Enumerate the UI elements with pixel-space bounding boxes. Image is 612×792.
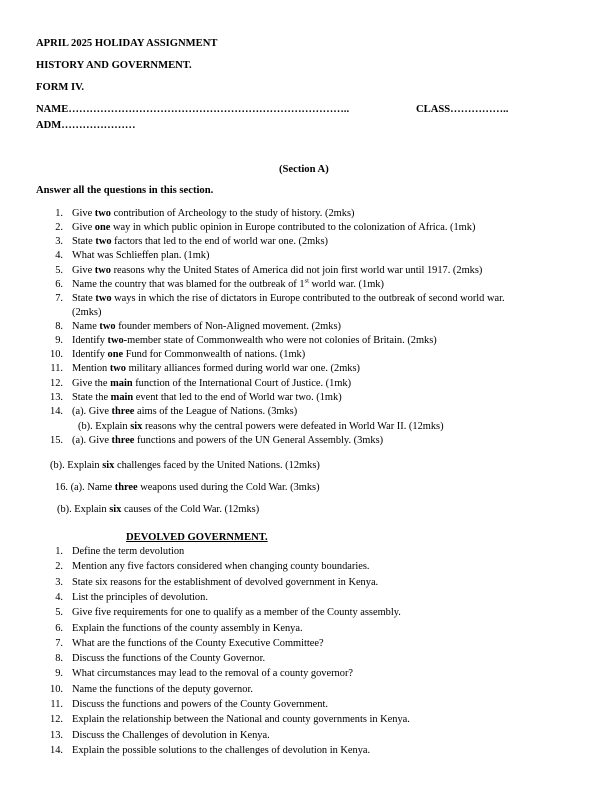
question-item [0, 207, 612, 221]
question-text: Give two reasons why the United States of America did not join first world war until 1917. (2mks) [72, 265, 483, 276]
question-number: 8. [55, 653, 63, 664]
question-text: State two ways in which the rise of dictators in Europe contributed to the outbreak of second world war. [72, 293, 505, 304]
question-number: 3. [55, 236, 63, 247]
question-text: State six reasons for the establishment of devolved government in Kenya. [72, 577, 379, 588]
question-number: 4. [55, 250, 63, 261]
question-number: 4. [55, 592, 63, 603]
question-number: 5. [55, 607, 63, 618]
question-text: What was Schlieffen plan. (1mk) [72, 250, 210, 261]
question-15b: (b). Explain six challenges faced by the United Nations. (12mks) [50, 460, 320, 471]
question-number: 2. [55, 561, 63, 572]
question-item [0, 622, 612, 636]
question-text: Name the country that was blamed for the outbreak of 1st world war. (1mk) [72, 277, 384, 290]
question-item [0, 362, 612, 376]
question-text: Give five requirements for one to qualify as a member of the County assembly. [72, 607, 401, 618]
question-number: 13. [50, 392, 63, 403]
question-text: Mention two military alliances formed during world war one. (2mks) [72, 363, 360, 374]
question-number: 13. [50, 730, 63, 741]
question-text: Name two founder members of Non-Aligned movement. (2mks) [72, 321, 341, 332]
question-item [0, 652, 612, 666]
question-text: (a). Give three functions and powers of the UN General Assembly. (3mks) [72, 435, 384, 446]
question-number: 9. [55, 335, 63, 346]
question-text: State two factors that led to the end of world war one. (2mks) [72, 236, 328, 247]
question-number: 15. [50, 435, 63, 446]
question-item [0, 320, 612, 334]
question-item [0, 713, 612, 727]
question-number: 12. [50, 714, 63, 725]
question-item [0, 606, 612, 620]
question-item [0, 576, 612, 590]
class-field: CLASS…………….. [416, 104, 509, 115]
question-item [0, 545, 612, 559]
subject-title: HISTORY AND GOVERNMENT. [36, 60, 192, 71]
question-number: 9. [55, 668, 63, 679]
question-item [0, 391, 612, 405]
question-text: Give two contribution of Archeology to the study of history. (2mks) [72, 208, 355, 219]
question-text: Discuss the functions of the County Governor. [72, 653, 266, 664]
question-text: What circumstances may lead to the removal of a county governor? [72, 668, 354, 679]
question-text-continued: (2mks) [72, 307, 102, 318]
question-number: 6. [55, 623, 63, 634]
question-number: 3. [55, 577, 63, 588]
question-text: Discuss the functions and powers of the County Government. [72, 699, 328, 710]
section-a-instruction: Answer all the questions in this section. [36, 185, 214, 196]
question-item [0, 591, 612, 605]
question-item [0, 405, 612, 419]
question-item [0, 729, 612, 743]
question-text: Explain the relationship between the National and county governments in Kenya. [72, 714, 410, 725]
question-text: What are the functions of the County Executive Committee? [72, 638, 324, 649]
question-item [0, 420, 612, 434]
question-item [0, 221, 612, 235]
question-number: 6. [55, 279, 63, 290]
question-number: 11. [50, 363, 63, 374]
question-number: 2. [55, 222, 63, 233]
question-text: Define the term devolution [72, 546, 185, 557]
question-number: 5. [55, 265, 63, 276]
question-item [0, 744, 612, 758]
question-item [0, 377, 612, 391]
question-text: Explain the functions of the county assembly in Kenya. [72, 623, 303, 634]
question-number: 14. [50, 745, 63, 756]
section-a-heading: (Section A) [279, 164, 329, 175]
question-text: Explain the possible solutions to the challenges of devolution in Kenya. [72, 745, 371, 756]
question-text: Mention any five factors considered when changing county boundaries. [72, 561, 370, 572]
question-number: 7. [55, 638, 63, 649]
question-number: 12. [50, 378, 63, 389]
question-text: Give one way in which public opinion in Europe contributed to the colonization of Africa. (1mk) [72, 222, 476, 233]
question-16a: 16. (a). Name three weapons used during the Cold War. (3mks) [55, 482, 320, 493]
question-number: 14. [50, 406, 63, 417]
question-item [0, 434, 612, 448]
question-item [0, 348, 612, 362]
question-number: 8. [55, 321, 63, 332]
devolved-government-heading: DEVOLVED GOVERNMENT. [126, 532, 268, 543]
question-item [0, 264, 612, 278]
question-text: State the main event that led to the end of World war two. (1mk) [72, 392, 342, 403]
question-item [0, 249, 612, 263]
question-text: Identify two-member state of Commonwealth who were not colonies of Britain. (2mks) [72, 335, 437, 346]
question-text: Name the functions of the deputy governor. [72, 684, 253, 695]
question-text: Identify one Fund for Commonwealth of nations. (1mk) [72, 349, 306, 360]
adm-field: ADM………………… [36, 120, 136, 131]
form-label: FORM IV. [36, 82, 85, 93]
question-item [0, 667, 612, 681]
question-text: Discuss the Challenges of devolution in Kenya. [72, 730, 270, 741]
question-item [0, 698, 612, 712]
question-16b: (b). Explain six causes of the Cold War. (12mks) [57, 504, 260, 515]
question-number: 1. [55, 208, 63, 219]
question-number: 7. [55, 293, 63, 304]
question-text: (a). Give three aims of the League of Nations. (3mks) [72, 406, 298, 417]
question-item [0, 560, 612, 574]
question-item [0, 334, 612, 348]
question-item [0, 683, 612, 697]
name-field: NAME…………………………………………………………………….. [36, 104, 350, 115]
assignment-title: APRIL 2025 HOLIDAY ASSIGNMENT [36, 38, 218, 49]
question-text: List the principles of devolution. [72, 592, 208, 603]
question-number: 11. [50, 699, 63, 710]
question-item [0, 278, 612, 292]
question-item [0, 292, 612, 318]
question-item [0, 235, 612, 249]
question-item [0, 637, 612, 651]
question-number: 1. [55, 546, 63, 557]
question-number: 10. [50, 349, 63, 360]
question-text: (b). Explain six reasons why the central powers were defeated in World War II. (12mks) [78, 421, 444, 432]
question-text: Give the main function of the International Court of Justice. (1mk) [72, 378, 352, 389]
question-number: 10. [50, 684, 63, 695]
